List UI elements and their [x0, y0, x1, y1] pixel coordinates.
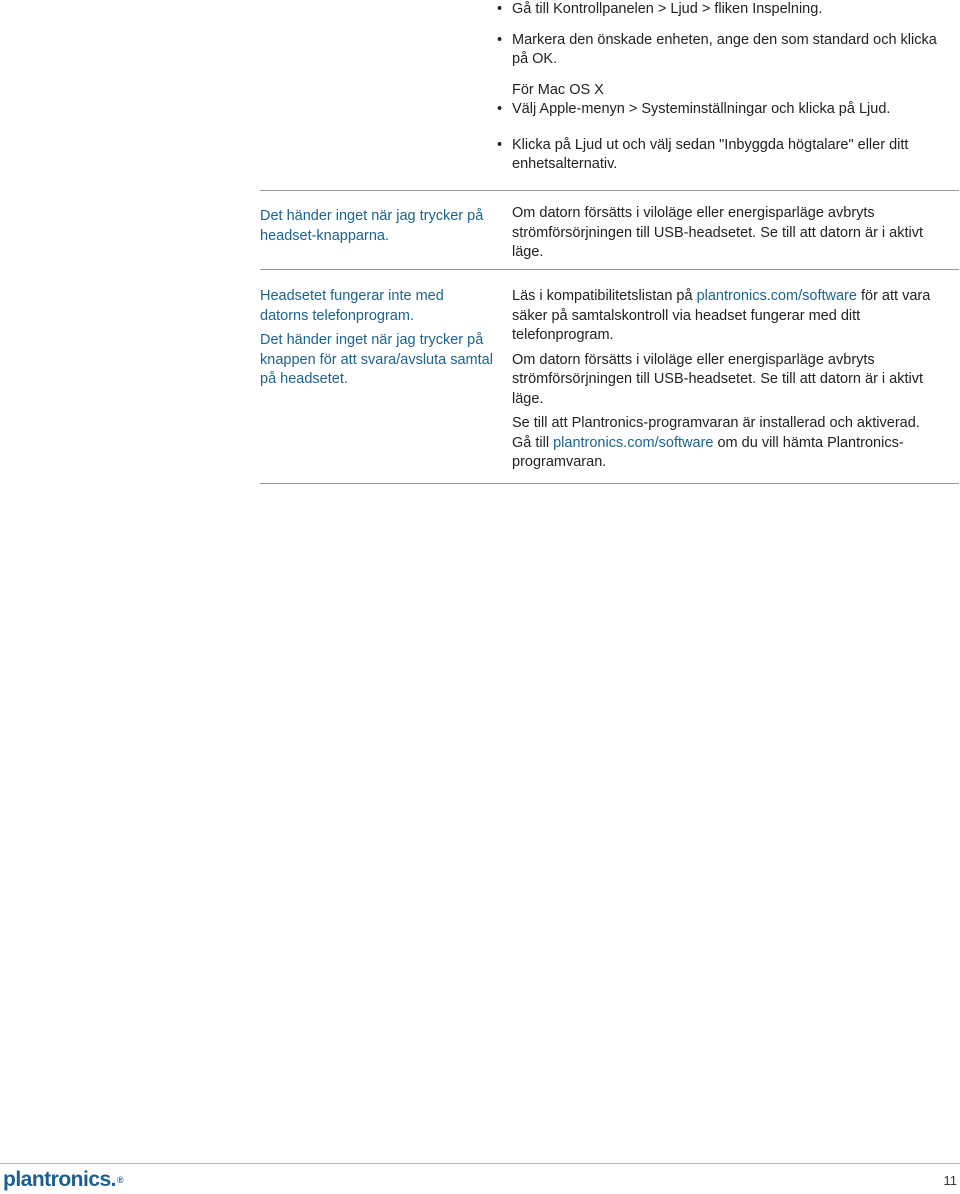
plantronics-software-link[interactable]: plantronics.com/software	[696, 288, 857, 304]
problem-cell	[260, 207, 495, 251]
plantronics-logo: plantronics.®	[3, 1168, 124, 1191]
step-item: • Välj Apple-menyn > Systeminställningar och klicka på Ljud.	[497, 100, 937, 120]
problem-text: Headsetet fungerar inte med datorns telefonprogram.	[260, 288, 444, 324]
table-rule	[260, 483, 959, 484]
instruction-list	[497, 0, 937, 175]
step-item: • Klicka på Ljud ut och välj sedan "Inbyggda högtalare" eller ditt enhetsalternativ.	[497, 136, 937, 175]
solution-text: Om datorn försätts i viloläge eller energisparläge avbryts strömförsörjningen till USB-headsetet. Se till att datorn är i aktivt läge.	[512, 205, 924, 260]
solution-text: Om datorn försätts i viloläge eller energisparläge avbryts strömförsörjningen till USB-headsetet. Se till att datorn är i aktivt läge.	[512, 351, 924, 407]
problem-text: Det händer inget när jag trycker på knappen för att svara/avsluta samtal på headsetet.	[260, 332, 493, 387]
problem-text: Det händer inget när jag trycker på headset-knapparna.	[260, 208, 484, 244]
footer-rule	[0, 1163, 960, 1164]
step-item: • Markera den önskade enheten, ange den som standard och klicka på OK.	[497, 31, 937, 70]
plantronics-software-link[interactable]: plantronics.com/software	[553, 434, 714, 451]
table-rule	[260, 269, 959, 270]
mac-heading: För Mac OS X	[512, 81, 604, 98]
step-item: • Gå till Kontrollpanelen > Ljud > fliken Inspelning.	[497, 0, 937, 20]
problem-cell	[260, 287, 495, 395]
solution-text: Läs i kompatibilitetslistan på plantronics.com/software för att vara säker på samtalskontroll via headset fungerar med ditt telefonprogram.	[512, 288, 931, 343]
solution-text: Se till att Plantronics-programvaran är installerad och aktiverad. Gå till plantronics.com/software om du vill hämta Plantronics-programvaran.	[512, 415, 920, 470]
page-number: 11	[943, 1173, 957, 1188]
solution-cell	[512, 287, 932, 478]
table-rule	[260, 190, 959, 191]
solution-cell	[512, 204, 932, 268]
